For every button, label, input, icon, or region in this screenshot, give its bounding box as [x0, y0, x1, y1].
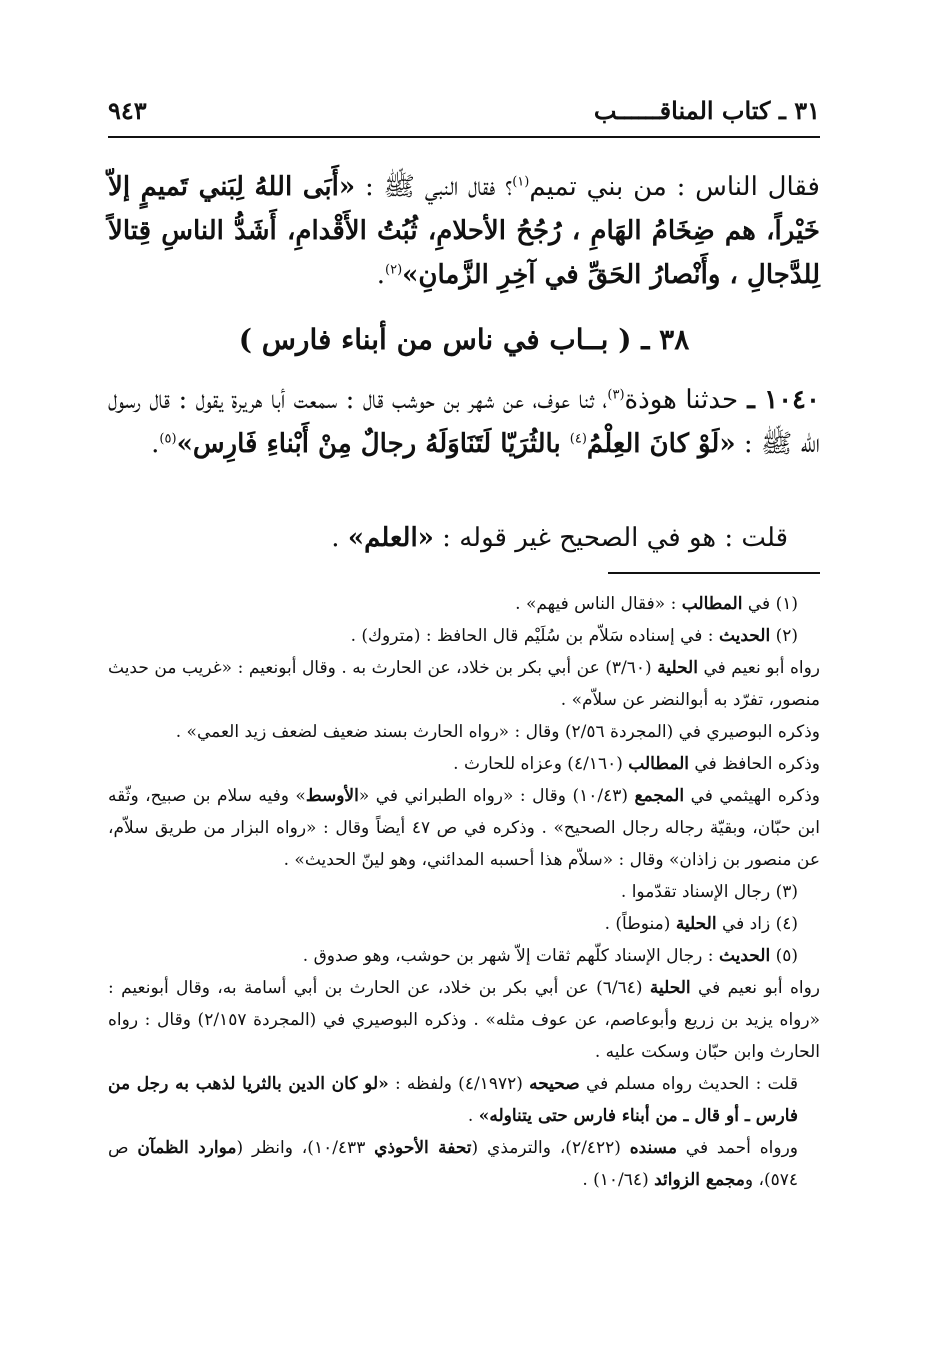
text-span: (٤/١٩٧٢) ولفظه :	[388, 1074, 530, 1094]
footnote-1	[108, 588, 820, 620]
text-span: هو في الصحيح غير قوله :	[433, 523, 717, 553]
text-span: رواه أبو نعيم في	[690, 978, 821, 998]
prophetic-quote: «لَوْ كانَ العِلْمُ	[586, 429, 736, 459]
text-span: (٣/٦٠) عن أبي بكر بن خلاد، عن الحارث به . وقال أبونعيم : «غريب من حديث منصور، تفرّد به أبوالنضر عن سلاّم» .	[108, 658, 820, 710]
footnote-5-detail	[108, 972, 820, 1068]
footnote-2-detail: وذكره البوصيري في (المجردة ٢/٥٦) وقال : «رواه الحارث بسند ضعيف لضعف زيد العمي» .	[175, 722, 820, 742]
text-span: .	[331, 523, 348, 553]
footnote-ref: (٤)	[569, 431, 587, 447]
text-span: (٢/٤٢٢)، والترمذي (	[471, 1138, 630, 1158]
text-span: رواه أبو نعيم في	[697, 658, 821, 678]
text-span: (منوطاً) .	[604, 914, 676, 934]
footnote-2-detail	[108, 780, 820, 876]
footnote-4	[108, 908, 820, 940]
prophetic-quote: بالثُرَيّا لَتَنَاوَلَهُ رجالٌ مِنْ أَبْناءِ فَارِس»	[176, 429, 570, 459]
prophetic-quote: «أَبَى اللهُ لِبَني تَميمٍ إلاّ خَيْراً، هم ضِخَامُ الهَامِ ، رُجُحُ الأحلامِ، ثُبُتُ الأَقْدامِ، أَشَدُّ الناسِ قِتالاً لِلدَّجالِ ، وأَنْصارُ الحَقِّ في آخِرِ الزَّمانِ»	[108, 172, 820, 290]
text-span: ؟ فقال النبي ﷺ :	[355, 172, 513, 202]
footnotes	[108, 588, 820, 1196]
text-span: الحلية	[649, 978, 691, 998]
text-span: : رجال الإسناد كلّهم ثقات إلاّ شهر بن حوشب، وهو صدوق .	[302, 946, 719, 966]
footnote-5-detail	[108, 1132, 820, 1196]
text-span: قلت : الحديث رواه مسلم في	[579, 1074, 798, 1094]
footnote-2-detail	[108, 748, 820, 780]
text-span: الأوسط	[305, 786, 359, 806]
text-span: ورواه أحمد في	[676, 1138, 798, 1158]
footnote-2	[108, 620, 820, 652]
text-span: (٢)	[770, 626, 798, 646]
text-span: ـ	[738, 385, 765, 415]
text-span: ١٠/٤٣٣)، وانظر (	[236, 1138, 375, 1158]
text-span: .	[151, 429, 160, 459]
page-number: ٩٤٣	[108, 96, 147, 125]
footnote-5-detail	[108, 1068, 820, 1132]
text-span: المطالب	[681, 594, 743, 614]
text-span: حدثنا هوذة	[624, 385, 739, 415]
text-span: ، ثنا عوف، عن شهر بن حوشب قال : سمعت أبا هريرة يقول : قال رسول الله ﷺ :	[108, 385, 820, 459]
main-paragraph	[108, 165, 820, 297]
text-span: (٤) زاد في	[716, 914, 798, 934]
chapter-title: ٣١ ـ كتاب المناقــــــب	[593, 96, 820, 125]
text-span: المطالب	[628, 754, 689, 774]
text-span: قلت :	[716, 523, 788, 553]
footnote-ref: (١)	[512, 174, 530, 190]
text-span: .	[376, 260, 386, 290]
text-span: (١٠/٤٣) وقال : «رواه الطبراني في «	[358, 786, 635, 806]
text-span: (٤/١٦٠) وعزاه للحارث .	[453, 754, 629, 774]
text-span: الحديث	[718, 946, 771, 966]
hadith-block	[108, 378, 820, 466]
text-span: تحفة الأحوذي	[374, 1138, 472, 1158]
text-span: .	[467, 1106, 479, 1126]
text-span: (١٠/٦٤) .	[582, 1170, 655, 1190]
footnote-ref: (٢)	[385, 262, 403, 278]
footnote-3: (٣) رجال الإسناد تقدّموا .	[620, 882, 798, 902]
text-span: فقال الناس : من بني تميم	[529, 172, 820, 202]
hadith-paragraph	[108, 378, 820, 466]
section-heading: ٣٨ ـ ( بــاب في ناس من أبناء فارس )	[238, 323, 690, 356]
text-span: وذكره الهيثمي في	[684, 786, 821, 806]
footnote-2-detail	[108, 652, 820, 716]
text-span: (٦/٦٤) عن أبي بكر بن خلاد، عن الحارث بن أبي أسامة به، وقال أبونعيم : «رواه يزيد بن زريع وأبوعاصم، عن عوف مثله» . وذكره البوصيري في (المجردة ٢/١٥٧) وقال : رواه الحارث وابن حبّان وسكت عليه .	[108, 978, 820, 1062]
text-span: (٥)	[770, 946, 798, 966]
text-span: وذكره الحافظ في	[689, 754, 820, 774]
text-span: الحلية	[675, 914, 717, 934]
text-span: صحيحه	[529, 1074, 580, 1094]
footnote-ref: (٥)	[159, 431, 177, 447]
main-text	[108, 165, 820, 297]
hadith-number: ١٠٤٠	[764, 385, 820, 415]
text-span: : في إسناده سَلاّم بن سُلَيْم قال الحافظ : (متروك) .	[350, 626, 719, 646]
text-span: (١) في	[742, 594, 798, 614]
text-span: الحديث	[718, 626, 771, 646]
text-span: «العلم»	[347, 523, 434, 553]
text-span: مسنده	[629, 1138, 677, 1158]
text-span: مجمع الزوائد	[654, 1170, 745, 1190]
text-span: » وفيه سلام بن صبيح، وثّقه ابن حبّان، وبقيّة رجاله رجال الصحيح» . وذكره في ص ٤٧ أيضاً وقال : «رواه البزار من طريق سلاّم، عن منصور بن زاذان» وقال : «سلاّم هذا أحسبه المدائني، وهو لينّ الحديث» .	[108, 786, 820, 870]
text-span: ص ٥٧٤)، و	[108, 1138, 798, 1190]
text-span: «لو كان الدين بالثريا لذهب به رجل من فارس ـ أو قال ـ من أبناء فارس حتى يتناوله»	[108, 1074, 798, 1126]
text-span: موارد الظمآن	[137, 1138, 237, 1158]
text-span: : «فقال الناس فيهم» .	[515, 594, 682, 614]
footnote-ref: (٣)	[607, 387, 625, 403]
page-header	[108, 96, 820, 138]
footnote-divider	[608, 572, 820, 574]
footnote-5	[108, 940, 820, 972]
author-note	[108, 516, 788, 560]
text-span: الحلية	[657, 658, 698, 678]
text-span: المجمع	[634, 786, 685, 806]
